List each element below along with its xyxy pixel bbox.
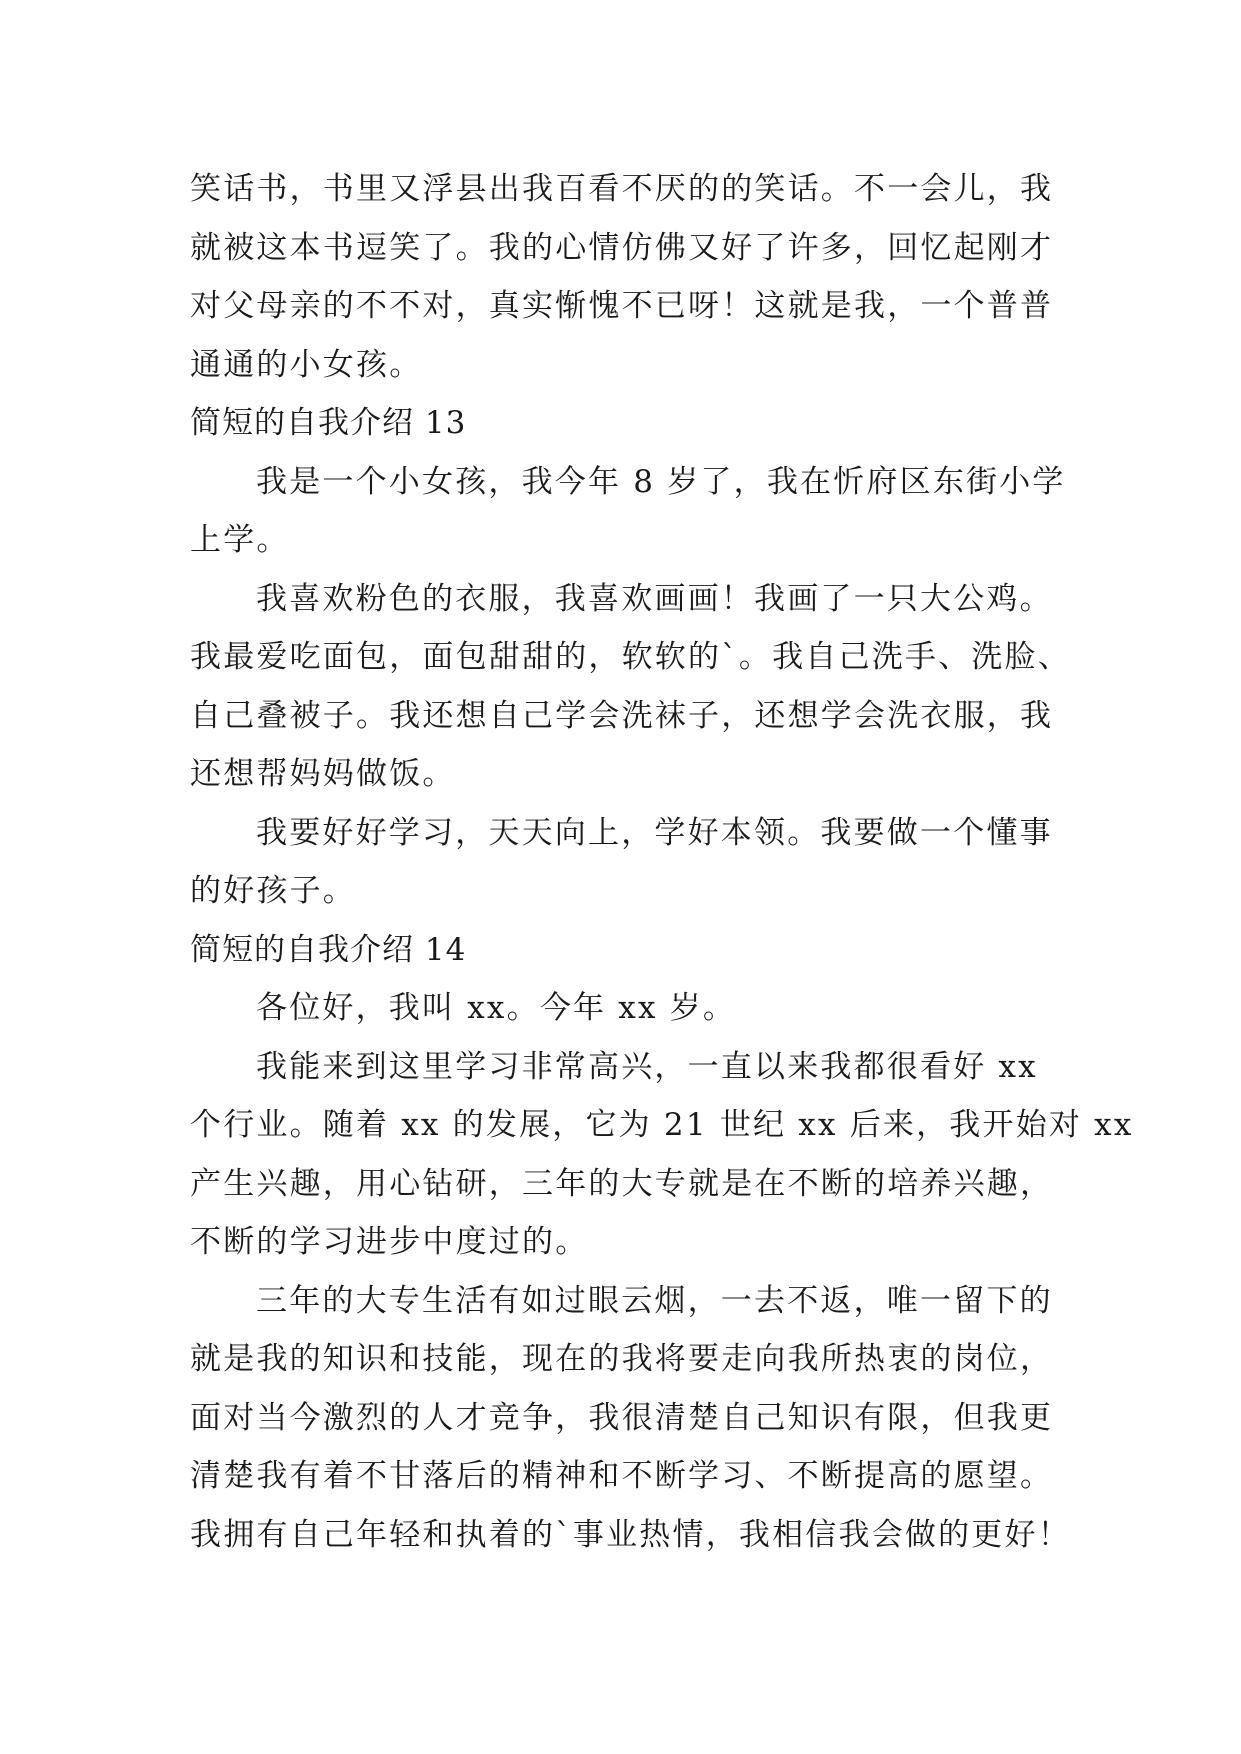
text-line: 自己叠被子。我还想自己学会洗袜子，还想学会洗衣服，我 xyxy=(190,697,1054,734)
section-heading: 简短的自我介绍 14 xyxy=(190,931,467,968)
text-line: 我最爱吃面包，面包甜甜的，软软的`。我自己洗手、洗脸、 xyxy=(190,639,1071,675)
text-line: 的好孩子。 xyxy=(190,873,356,909)
text-line: 就是我的知识和技能，现在的我将要走向我所热衷的岗位， xyxy=(190,1341,1054,1377)
paragraph-first-line: 各位好，我叫 xx。今年 xx 岁。 xyxy=(256,990,737,1026)
text-line: 我拥有自己年轻和执着的`事业热情，我相信我会做的更好！ xyxy=(190,1516,1071,1553)
text-line: 产生兴趣，用心钻研，三年的大专就是在不断的培养兴趣， xyxy=(190,1165,1054,1202)
paragraph-first-line: 我能来到这里学习非常高兴，一直以来我都很看好 xx xyxy=(256,1048,1038,1085)
text-line: 面对当今激烈的人才竞争，我很清楚自己知识有限，但我更 xyxy=(190,1399,1054,1436)
paragraph-first-line: 我是一个小女孩，我今年 8 岁了，我在忻府区东街小学 xyxy=(256,463,1066,500)
text-line: 笑话书，书里又浮县出我百看不厌的的笑话。不一会儿，我 xyxy=(190,171,1054,207)
text-line: 还想帮妈妈做饭。 xyxy=(190,756,456,792)
text-line: 个行业。随着 xx 的发展，它为 21 世纪 xx 后来，我开始对 xx xyxy=(190,1107,1134,1143)
text-line: 就被这本书逗笑了。我的心情仿佛又好了许多，回忆起刚才 xyxy=(190,229,1054,266)
text-line: 通通的小女孩。 xyxy=(190,346,423,383)
paragraph-first-line: 三年的大专生活有如过眼云烟，一去不返，唯一留下的 xyxy=(256,1282,1053,1319)
text-line: 上学。 xyxy=(190,522,290,558)
section-heading: 简短的自我介绍 13 xyxy=(190,405,467,441)
text-line: 清楚我有着不甘落后的精神和不断学习、不断提高的愿望。 xyxy=(190,1458,1054,1494)
text-line: 不断的学习进步中度过的。 xyxy=(190,1224,589,1260)
paragraph-first-line: 我要好好学习，天天向上，学好本领。我要做一个懂事 xyxy=(256,814,1053,851)
document-page xyxy=(190,160,1134,1564)
text-line: 对父母亲的不不对，真实惭愧不已呀！这就是我，一个普普 xyxy=(190,288,1054,324)
paragraph-first-line: 我喜欢粉色的衣服，我喜欢画画！我画了一只大公鸡。 xyxy=(256,580,1053,617)
